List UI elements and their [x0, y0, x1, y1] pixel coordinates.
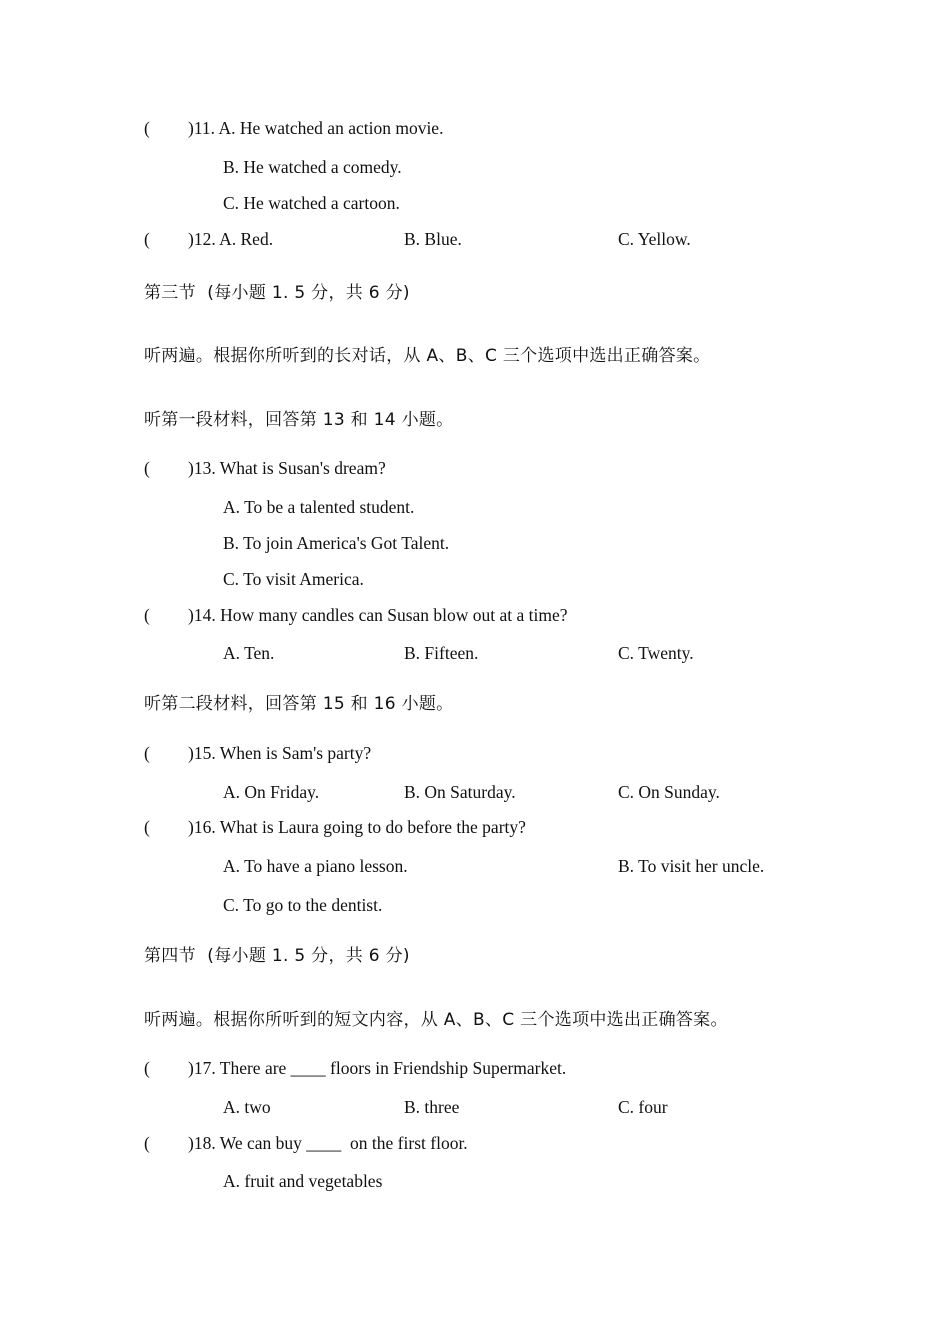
option-text: C. To visit America.	[223, 569, 364, 589]
options-row	[0, 780, 950, 804]
option-b: B. three	[404, 1097, 460, 1117]
question-text: )16. What is Laura going to do before the party?	[188, 817, 526, 837]
question-12	[0, 227, 950, 251]
question-text: )12. A. Red.	[188, 229, 274, 249]
option-text: A. fruit and vegetables	[223, 1171, 383, 1191]
option-c	[0, 567, 950, 591]
answer-paren: (	[144, 817, 150, 837]
answer-paren: (	[144, 118, 150, 138]
question-17	[0, 1056, 950, 1080]
question-18	[0, 1131, 950, 1155]
option-text: B. To join America's Got Talent.	[223, 533, 450, 553]
option-text: C. To go to the dentist.	[223, 895, 383, 915]
answer-paren: (	[144, 1058, 150, 1078]
option-a: A. Ten.	[223, 643, 275, 663]
option-c: C. Yellow.	[618, 229, 691, 249]
option-text: A. To be a talented student.	[223, 497, 415, 517]
option-c	[0, 191, 950, 215]
part-heading: 听第二段材料，回答第 15 和 16 小题。	[144, 694, 454, 714]
question-11	[0, 116, 950, 140]
part-1-heading	[0, 408, 950, 432]
instruction-text: 听两遍。根据你所听到的长对话，从 A、B、C 三个选项中选出正确答案。	[144, 346, 711, 366]
option-b: B. On Saturday.	[404, 782, 516, 802]
option-b: B. Fifteen.	[404, 643, 479, 663]
option-b: B. Blue.	[404, 229, 462, 249]
section-title: 第四节 (每小题 1. 5 分，共 6 分)	[144, 946, 410, 966]
question-16	[0, 815, 950, 839]
question-text: )14. How many candles can Susan blow out at a time?	[188, 605, 568, 625]
answer-paren: (	[144, 229, 150, 249]
option-b	[0, 155, 950, 179]
question-text: )15. When is Sam's party?	[188, 743, 372, 763]
option-c: C. On Sunday.	[618, 782, 720, 802]
option-a: A. On Friday.	[223, 782, 320, 802]
option-a: A. two	[223, 1097, 271, 1117]
answer-paren: (	[144, 605, 150, 625]
option-b: B. To visit her uncle.	[618, 856, 765, 876]
question-15	[0, 741, 950, 765]
option-text: B. He watched a comedy.	[223, 157, 402, 177]
option-a	[0, 1169, 950, 1193]
section-3-title	[0, 281, 950, 305]
question-14	[0, 603, 950, 627]
question-text: )17. There are ____ floors in Friendship Supermarket.	[188, 1058, 567, 1078]
options-row	[0, 854, 950, 878]
option-c: C. Twenty.	[618, 643, 694, 663]
section-4-title	[0, 944, 950, 968]
option-text: C. He watched a cartoon.	[223, 193, 400, 213]
question-text: )18. We can buy ____ on the first floor.	[188, 1133, 468, 1153]
question-13	[0, 456, 950, 480]
question-text: )13. What is Susan's dream?	[188, 458, 386, 478]
instruction-text: 听两遍。根据你所听到的短文内容，从 A、B、C 三个选项中选出正确答案。	[144, 1010, 728, 1030]
answer-paren: (	[144, 1133, 150, 1153]
option-c: C. four	[618, 1097, 668, 1117]
part-2-heading	[0, 692, 950, 716]
options-row	[0, 1095, 950, 1119]
part-heading: 听第一段材料，回答第 13 和 14 小题。	[144, 410, 454, 430]
question-text: )11. A. He watched an action movie.	[188, 118, 444, 138]
option-c	[0, 893, 950, 917]
section-3-instruction	[0, 344, 950, 368]
options-row	[0, 641, 950, 665]
option-a	[0, 495, 950, 519]
answer-paren: (	[144, 743, 150, 763]
option-b	[0, 531, 950, 555]
section-4-instruction	[0, 1008, 950, 1032]
answer-paren: (	[144, 458, 150, 478]
option-a: A. To have a piano lesson.	[223, 856, 408, 876]
section-title: 第三节 (每小题 1. 5 分，共 6 分)	[144, 283, 410, 303]
